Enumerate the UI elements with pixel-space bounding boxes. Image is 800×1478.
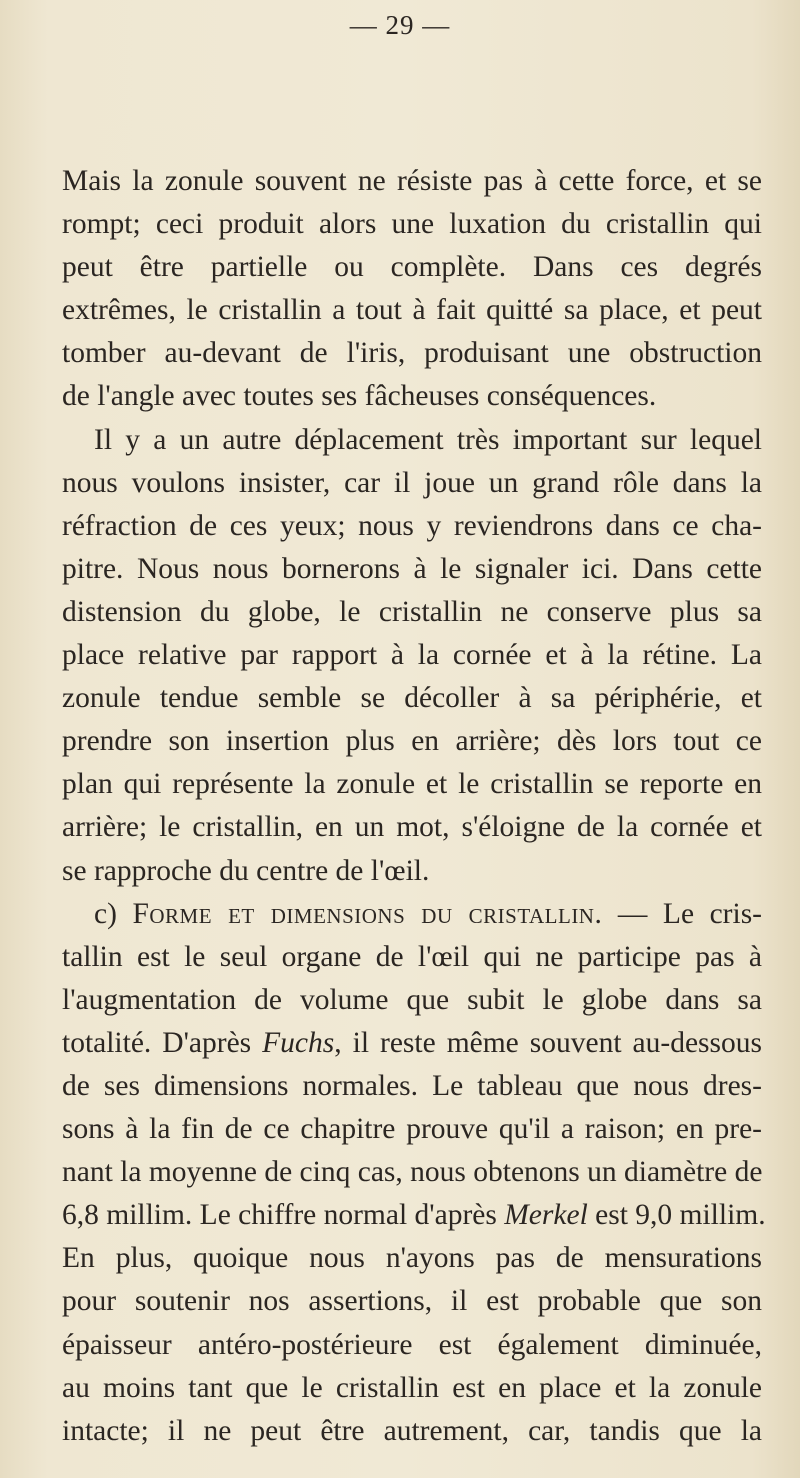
text-line: réfraction de ces yeux; nous y reviendrons dans ce cha- [62, 509, 762, 542]
paragraph-forme-dimensions [62, 893, 766, 1453]
text-line: tomber au-devant de l'iris, produisant une obstruction [62, 337, 762, 370]
text-line: place relative par rapport à la cornée et à la rétine. La [62, 639, 762, 672]
text-line: tallin est le seul organe de l'œil qui ne participe pas à [62, 940, 762, 973]
text-line: sons à la fin de ce chapitre prouve qu'il a raison; en pre- [62, 1113, 762, 1146]
text-line: nous voulons insister, car il joue un grand rôle dans la [62, 466, 762, 499]
body-text [62, 160, 766, 1453]
page-number: — 29 — [349, 10, 451, 40]
section-heading: Forme et dimensions du cristallin. [132, 897, 603, 930]
text-fragment: totalité. D'après [62, 1026, 263, 1059]
text-line: distension du globe, le cristallin ne conserve plus sa [62, 595, 762, 628]
text-line: arrière; le cristallin, en un mot, s'éloigne de la cornée et [62, 811, 762, 844]
text-line: nant la moyenne de cinq cas, nous obtenons un diamètre de [62, 1156, 763, 1189]
text-fragment: est 9,0 millim. [587, 1199, 766, 1232]
text-line: extrêmes, le cristallin a tout à fait quitté sa place, et peut [62, 294, 762, 327]
paragraph-deplacement [62, 419, 762, 893]
text-line: plan qui représente la zonule et le cristallin se reporte en [62, 768, 762, 801]
text-line: Mais la zonule souvent ne résiste pas à cette force, et se [62, 165, 762, 197]
text-fragment: , il reste même souvent au-dessous [334, 1026, 762, 1059]
text-line [62, 1022, 762, 1065]
text-line: zonule tendue semble se décoller à sa périphérie, et [62, 682, 762, 715]
text-line: rompt; ceci produit alors une luxation du cristallin qui [62, 208, 762, 241]
section-heading-line [62, 893, 762, 936]
text-line: pitre. Nous nous bornerons à le signaler ici. Dans cette [62, 552, 762, 585]
text-line: Il y a un autre déplacement très important sur lequel [94, 423, 762, 456]
text-line: En plus, quoique nous n'ayons pas de mensurations [62, 1242, 762, 1275]
text-line: intacte; il ne peut être autrement, car, tandis que la [62, 1414, 762, 1447]
author-name-fuchs: Fuchs [262, 1026, 335, 1059]
paragraph-luxation [62, 160, 762, 419]
text-line: au moins tant que le cristallin est en place et la zonule [62, 1371, 762, 1404]
text-line: de ses dimensions normales. Le tableau que nous dres- [62, 1069, 762, 1102]
text-fragment: 6,8 millim. Le chiffre normal d'après [62, 1199, 505, 1232]
text-line: peut être partielle ou complète. Dans ces degrés [62, 251, 762, 284]
text-line [62, 1194, 766, 1237]
author-name-merkel: Merkel [504, 1199, 588, 1232]
text-line: épaisseur antéro-postérieure est également diminuée, [62, 1328, 762, 1361]
text-line: pour soutenir nos assertions, il est probable que son [62, 1285, 762, 1318]
heading-line-rest: — Le cris- [602, 897, 762, 930]
heading-prefix: c) [94, 897, 133, 930]
text-line: se rapproche du centre de l'œil. [62, 854, 430, 887]
text-line: l'augmentation de volume que subit le globe dans sa [62, 983, 762, 1016]
text-line: prendre son insertion plus en arrière; dès lors tout ce [62, 725, 762, 758]
text-line: de l'angle avec toutes ses fâcheuses conséquences. [62, 380, 657, 413]
